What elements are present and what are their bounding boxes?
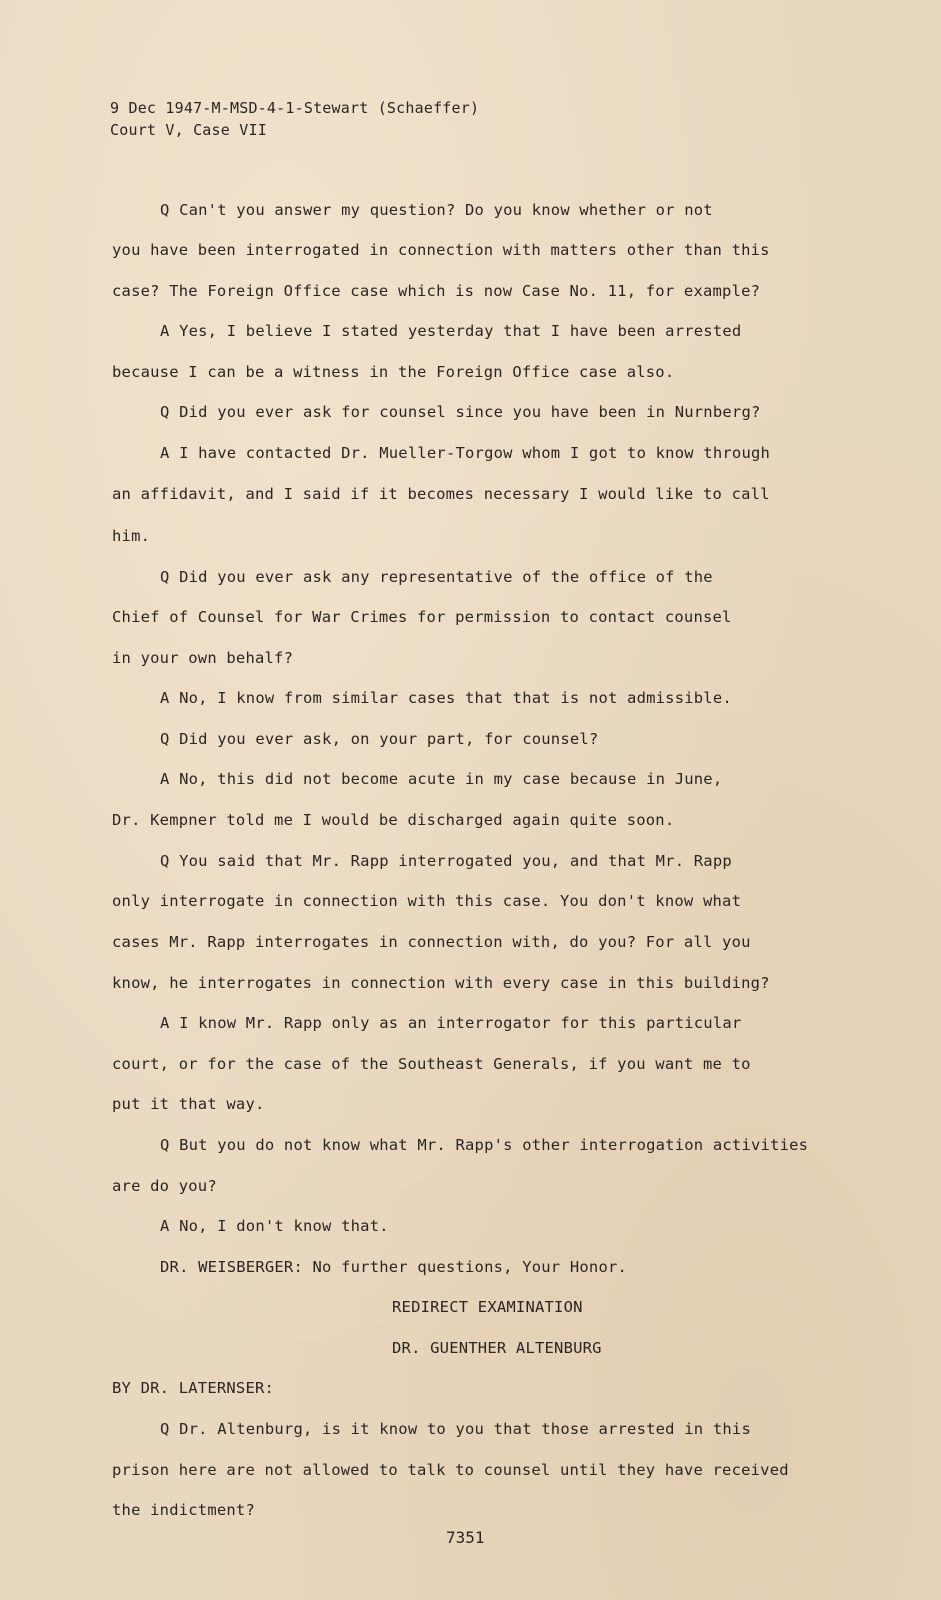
text-line: A I have contacted Dr. Mueller-Torgow whom I got to know through <box>160 444 771 462</box>
header-line-1: 9 Dec 1947-M-MSD-4-1-Stewart (Schaeffer) <box>110 99 480 117</box>
text-line: are do you? <box>112 1177 217 1195</box>
text-line: Q Can't you answer my question? Do you know whether or not <box>160 201 713 219</box>
text-line: prison here are not allowed to talk to counsel until they have received <box>112 1461 789 1479</box>
header-line-2: Court V, Case VII <box>110 121 267 139</box>
text-line: A No, I know from similar cases that that is not admissible. <box>160 689 732 707</box>
text-line: Q Dr. Altenburg, is it know to you that those arrested in this <box>160 1420 751 1438</box>
text-line: Q But you do not know what Mr. Rapp's other interrogation activities <box>160 1136 809 1154</box>
text-line: cases Mr. Rapp interrogates in connection with, do you? For all you <box>112 933 751 951</box>
text-line: Chief of Counsel for War Crimes for permission to contact counsel <box>112 608 732 626</box>
text-line: put it that way. <box>112 1095 265 1113</box>
text-line: only interrogate in connection with this case. You don't know what <box>112 892 742 910</box>
text-line: Q Did you ever ask any representative of the office of the <box>160 568 713 586</box>
text-line: in your own behalf? <box>112 649 294 667</box>
text-line: A No, I don't know that. <box>160 1217 389 1235</box>
text-line: Q Did you ever ask, on your part, for counsel? <box>160 730 599 748</box>
text-line: you have been interrogated in connection with matters other than this <box>112 241 770 259</box>
examiner-line: BY DR. LATERNSER: <box>112 1379 275 1397</box>
text-line: court, or for the case of the Southeast Generals, if you want me to <box>112 1055 751 1073</box>
text-line: case? The Foreign Office case which is now Case No. 11, for example? <box>112 282 761 300</box>
section-heading: REDIRECT EXAMINATION <box>392 1298 583 1316</box>
text-line: Q You said that Mr. Rapp interrogated you, and that Mr. Rapp <box>160 852 732 870</box>
witness-name: DR. GUENTHER ALTENBURG <box>392 1339 602 1357</box>
text-line: Q Did you ever ask for counsel since you have been in Nurnberg? <box>160 403 761 421</box>
text-line: the indictment? <box>112 1501 255 1519</box>
text-line: Dr. Kempner told me I would be discharged again quite soon. <box>112 811 675 829</box>
text-line: DR. WEISBERGER: No further questions, Your Honor. <box>160 1258 628 1276</box>
text-line: know, he interrogates in connection with every case in this building? <box>112 974 770 992</box>
text-line: A Yes, I believe I stated yesterday that I have been arrested <box>160 322 742 340</box>
page-number: 7351 <box>446 1528 485 1547</box>
text-line: A No, this did not become acute in my case because in June, <box>160 770 723 788</box>
text-line: an affidavit, and I said if it becomes necessary I would like to call <box>112 485 770 503</box>
text-line: because I can be a witness in the Foreign Office case also. <box>112 363 675 381</box>
text-line: A I know Mr. Rapp only as an interrogator for this particular <box>160 1014 742 1032</box>
text-line: him. <box>112 527 151 545</box>
